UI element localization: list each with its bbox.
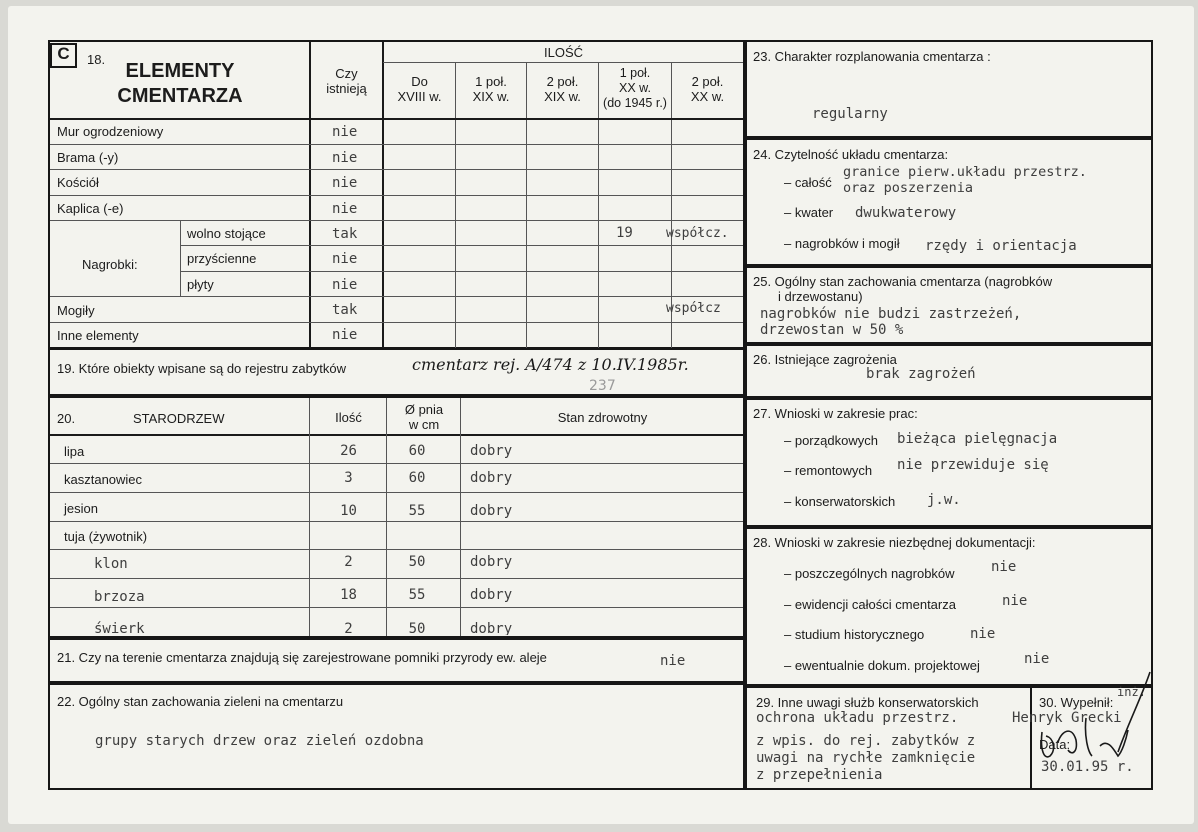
col-period-0: Do XVIII w. xyxy=(397,74,442,104)
tree-row-6-count: 2 xyxy=(344,621,353,635)
section-21-label: 21. Czy na terenie cmentarza znajdują się zarejestrowane pomniki przyrody ew. aleje xyxy=(57,650,547,665)
section-18-title-line2: CMENTARZA xyxy=(117,85,243,107)
section-29-line-3: z przepełnienia xyxy=(756,767,883,783)
tree-row-2-health: dobry xyxy=(470,503,513,519)
row-freestanding-2xx: współcz. xyxy=(666,226,729,241)
section-28-item-1-label: – ewidencji całości cmentarza xyxy=(784,597,956,612)
tree-row-4-diam: 50 xyxy=(408,554,426,570)
section-19-value: cmentarz rej. A/474 z 10.IV.1985r. xyxy=(412,355,689,374)
section-24-graves-value: rzędy i orientacja xyxy=(925,238,1077,254)
tree-row-5-health: dobry xyxy=(470,587,513,603)
row-chapel-exists: nie xyxy=(332,201,358,217)
section-27-conservation-value: j.w. xyxy=(927,492,961,508)
row-slabs-label: płyty xyxy=(187,277,214,292)
section-29-line-0: ochrona układu przestrz. xyxy=(756,710,959,726)
section-18-number: 18. xyxy=(87,52,106,67)
section-25-label-2: i drzewostanu) xyxy=(778,289,863,304)
section-23-value: regularny xyxy=(812,106,888,122)
section-24-whole-value-2: oraz poszerzenia xyxy=(843,180,974,196)
section-20-title: STARODRZEW xyxy=(133,411,225,426)
tree-row-1-health: dobry xyxy=(470,470,513,486)
section-26-label: 26. Istniejące zagrożenia xyxy=(753,352,897,367)
section-21-value: nie xyxy=(660,653,686,669)
col-period-4: 2 poł. XX w. xyxy=(690,74,725,104)
col-period-2: 2 poł. XIX w. xyxy=(544,74,581,104)
section-24-label: 24. Czytelność układu cmentarza: xyxy=(753,147,949,162)
section-28-item-2-label: – studium historycznego xyxy=(784,627,925,642)
row-wall-label: Mur ogrodzeniowy xyxy=(57,124,164,139)
section-28-item-0-label: – poszczególnych nagrobków xyxy=(784,566,955,581)
tree-row-6-diam: 50 xyxy=(408,621,426,635)
col-quantity-header: ILOŚĆ xyxy=(543,45,583,60)
section-25-value-2: drzewostan w 50 % xyxy=(760,322,904,338)
row-slabs-exists: nie xyxy=(332,277,358,293)
row-wall-mounted-label: przyścienne xyxy=(187,251,257,266)
section-23-label: 23. Charakter rozplanowania cmentarza : xyxy=(753,49,991,64)
tree-row-5-count: 18 xyxy=(340,587,357,603)
tree-row-2-name: jesion xyxy=(64,501,98,516)
section-24-quarters-value: dwukwaterowy xyxy=(855,205,957,221)
section-18-title-line1: ELEMENTY xyxy=(125,60,235,82)
row-church-label: Kościół xyxy=(57,175,99,190)
tree-row-2-diam: 55 xyxy=(408,503,426,519)
section-29-line-2: uwagi na rychłe zamknięcie xyxy=(756,750,976,766)
section-24-whole-label: – całość xyxy=(784,175,832,190)
tree-row-4-health: dobry xyxy=(470,554,513,570)
section-30-date-label: Data: xyxy=(1039,737,1071,752)
section-30-date-value: 30.01.95 r. xyxy=(1041,759,1134,775)
tree-row-0-count: 26 xyxy=(340,443,357,459)
section-19-pencil-note: 237 xyxy=(589,378,616,394)
col-period-3: 1 poł. XX w. (do 1945 r.) xyxy=(603,66,667,110)
section-19-label: 19. Które obiekty wpisane są do rejestru zabytków xyxy=(57,361,347,376)
tree-row-1-diam: 60 xyxy=(408,470,426,486)
section-25-label-1: 25. Ogólny stan zachowania cmentarza (nagrobków xyxy=(753,274,1053,289)
row-gate-exists: nie xyxy=(332,150,358,166)
section-22-value: grupy starych drzew oraz zieleń ozdobna xyxy=(95,733,424,749)
tree-row-4-name: klon xyxy=(94,556,128,572)
row-freestanding-1945: 19 xyxy=(616,225,633,241)
row-graves-exists: tak xyxy=(332,302,358,318)
row-chapel-label: Kaplica (-e) xyxy=(57,201,124,216)
tree-row-5-name: brzoza xyxy=(94,589,145,605)
tree-row-2-count: 10 xyxy=(340,503,357,519)
signature-image xyxy=(1010,660,1160,780)
section-24-graves-label: – nagrobków i mogił xyxy=(784,236,900,251)
row-wall-exists: nie xyxy=(332,124,358,140)
row-other-label: Inne elementy xyxy=(57,328,139,343)
section-20-number: 20. xyxy=(57,411,76,426)
section-25-value-1: nagrobków nie budzi zastrzeżeń, xyxy=(760,306,1022,322)
col-diam-header: Ø pnia w cm xyxy=(404,402,444,432)
tree-row-0-name: lipa xyxy=(64,444,85,459)
row-freestanding-exists: tak xyxy=(332,226,358,242)
section-28-label: 28. Wnioski w zakresie niezbędnej dokumentacji: xyxy=(753,535,1036,550)
tree-row-3-name: tuja (żywotnik) xyxy=(64,529,148,544)
section-24-quarters-label: – kwater xyxy=(784,205,834,220)
section-28-item-2-value: nie xyxy=(970,626,996,642)
section-27-renovation-value: nie przewiduje się xyxy=(897,457,1049,473)
row-freestanding-label: wolno stojące xyxy=(187,226,266,241)
section-22-label: 22. Ogólny stan zachowania zieleni na cmentarzu xyxy=(57,694,344,709)
row-gate-label: Brama (-y) xyxy=(57,150,119,165)
row-graves-2xx: współcz xyxy=(666,301,721,316)
row-graves-label: Mogiły xyxy=(57,303,95,318)
section-27-cleanup-label: – porządkowych xyxy=(784,433,878,448)
tree-row-6-name: świerk xyxy=(94,621,145,635)
col-period-1: 1 poł. XIX w. xyxy=(472,74,510,104)
section-26-value: brak zagrożeń xyxy=(866,366,976,382)
section-30-name: Henryk Grecki xyxy=(1012,710,1122,726)
section-27-renovation-label: – remontowych xyxy=(784,463,873,478)
section-28-item-3-label: – ewentualnie dokum. projektowej xyxy=(784,658,980,673)
section-27-conservation-label: – konserwatorskich xyxy=(784,494,896,509)
section-24-whole-value-1: granice pierw.układu przestrz. xyxy=(843,164,1087,180)
tree-row-0-health: dobry xyxy=(470,443,513,459)
row-wall-mounted-exists: nie xyxy=(332,251,358,267)
section-30-title-prefix: inż. xyxy=(1117,685,1146,699)
section-28-item-1-value: nie xyxy=(1002,593,1028,609)
section-28-item-3-value: nie xyxy=(1024,651,1050,667)
row-other-exists: nie xyxy=(332,327,358,343)
section-letter: C xyxy=(57,44,70,63)
section-27-cleanup-value: bieżąca pielęgnacja xyxy=(897,431,1058,447)
nagrobki-label: Nagrobki: xyxy=(82,257,138,272)
tree-row-5-diam: 55 xyxy=(408,587,426,603)
section-29-line-1: z wpis. do rej. zabytków z xyxy=(756,733,976,749)
col-exists-header: Czy istnieją xyxy=(326,66,367,96)
tree-row-4-count: 2 xyxy=(344,554,353,570)
col-count-header: Ilość xyxy=(335,410,362,425)
col-health-header: Stan zdrowotny xyxy=(557,410,648,425)
row-church-exists: nie xyxy=(332,175,358,191)
section-27-label: 27. Wnioski w zakresie prac: xyxy=(753,406,918,421)
tree-row-6-health: dobry xyxy=(470,621,513,635)
section-30-label: 30. Wypełnił: xyxy=(1039,695,1114,710)
section-28-item-0-value: nie xyxy=(991,559,1017,575)
tree-row-0-diam: 60 xyxy=(408,443,426,459)
section-29-label: 29. Inne uwagi służb konserwatorskich xyxy=(756,695,979,710)
tree-row-1-name: kasztanowiec xyxy=(64,472,143,487)
tree-row-1-count: 3 xyxy=(344,470,353,486)
